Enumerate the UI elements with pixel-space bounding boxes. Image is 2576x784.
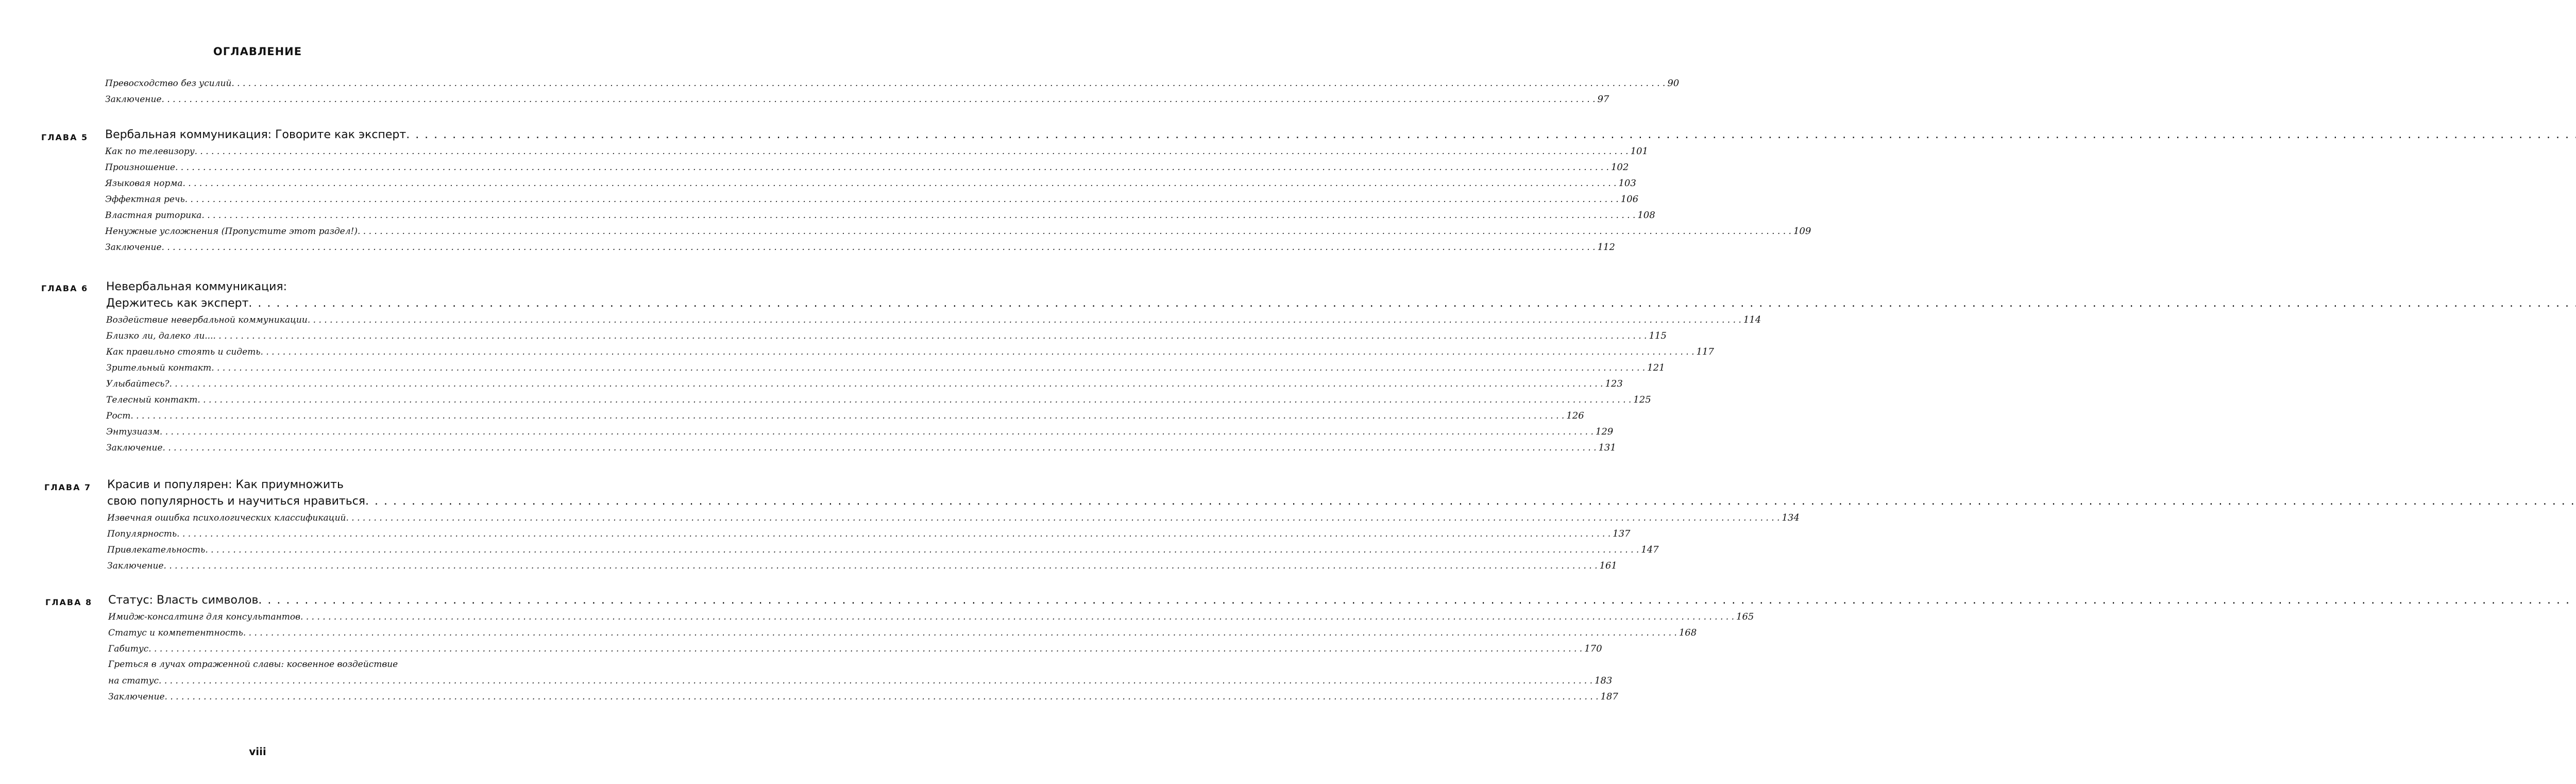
toc-entry[interactable]: Заключение . . . 131 xyxy=(106,440,469,456)
leader-dots xyxy=(148,641,1582,657)
toc-entry[interactable]: Ненужные усложнения (Пропустите этот раздел!) . . . 109 xyxy=(105,223,468,239)
leader-dots xyxy=(197,392,1631,408)
leader-dots xyxy=(163,440,1597,456)
toc-entry[interactable]: Телесный контакт . . . 125 xyxy=(106,392,469,408)
toc-entry[interactable]: Языковая норма . . . 103 xyxy=(105,175,468,191)
leader-dots xyxy=(170,376,1603,392)
page-number: viii xyxy=(249,745,266,758)
leader-dots xyxy=(211,360,1645,376)
toc-entry[interactable]: Воздействие невербальной коммуникации . . . 114 xyxy=(106,312,469,328)
toc-entry[interactable]: Габитус . . . 170 xyxy=(108,641,471,657)
leader-dots xyxy=(165,689,1599,705)
toc-entry[interactable]: Произношение . . . 102 xyxy=(105,159,468,175)
leader-dots xyxy=(177,526,1611,542)
leader-dots xyxy=(365,493,2576,510)
leader-dots xyxy=(182,176,1616,192)
entry-page: 97 xyxy=(1597,94,1609,105)
toc-entry[interactable]: Энтузиазм . . . 129 xyxy=(106,424,469,440)
leader-dots xyxy=(162,240,1596,256)
leader-dots xyxy=(185,192,1619,208)
chapter-label: ГЛАВА 8 xyxy=(45,597,93,607)
leader-dots xyxy=(164,558,1598,574)
toc-entry[interactable]: Улыбайтесь? . . . 123 xyxy=(106,376,469,392)
chapter-6 xyxy=(0,279,1761,456)
chapter-title[interactable]: Вербальная коммуникация: Говорите как эксперт . . . xyxy=(105,127,468,143)
leader-dots xyxy=(406,127,2576,143)
leader-dots xyxy=(160,424,1594,440)
intro-section-list xyxy=(0,75,1680,107)
chapter-title[interactable]: Статус: Власть символов . . . xyxy=(108,592,471,609)
toc-entry[interactable]: Популярность . . . 137 xyxy=(107,526,470,542)
chapter-label: ГЛАВА 6 xyxy=(41,283,89,293)
leader-dots xyxy=(258,592,2576,609)
leader-dots xyxy=(248,295,2576,312)
toc-entry[interactable]: Эффектная речь . . . 106 xyxy=(105,191,468,207)
toc-entry[interactable]: на статус . . . 183 xyxy=(108,673,471,689)
leader-dots xyxy=(201,208,1635,224)
leader-dots xyxy=(243,625,1677,641)
entry-title: Заключение xyxy=(105,94,162,105)
leader-dots xyxy=(162,92,1596,108)
chapter-5 xyxy=(0,127,1811,255)
chapter-label: ГЛАВА 5 xyxy=(41,132,89,142)
toc-entry[interactable]: Как правильно стоять и сидеть . . . 117 xyxy=(106,344,469,360)
toc-entry[interactable]: Привлекательность . . . 147 xyxy=(107,542,470,558)
toc-entry[interactable]: Близко ли, далеко ли... . . . 115 xyxy=(106,328,469,344)
chapter-8 xyxy=(0,592,1754,705)
leader-dots xyxy=(205,542,1639,558)
entry-title: Превосходство без усилий xyxy=(105,78,232,89)
leader-dots xyxy=(130,408,1564,424)
toc-entry[interactable]: Рост . . . 126 xyxy=(106,408,469,424)
leader-dots xyxy=(213,328,1647,344)
chapter-title-line[interactable]: Красив и популярен: Как приумножить xyxy=(107,478,344,491)
chapter-7 xyxy=(0,477,1800,574)
running-head: ОГЛАВЛЕНИЕ xyxy=(213,45,302,58)
toc-entry[interactable]: Извечная ошибка психологических классификаций . . . 134 xyxy=(107,510,470,526)
toc-entry[interactable]: Имидж-консалтинг для консультантов . . . 165 xyxy=(108,609,471,625)
toc-entry[interactable]: Зрительный контакт . . . 121 xyxy=(106,360,469,376)
leader-dots xyxy=(300,609,1734,625)
chapter-label: ГЛАВА 7 xyxy=(44,482,92,492)
chapter-title[interactable]: Держитесь как эксперт . . . xyxy=(106,295,469,312)
leader-dots xyxy=(231,76,1665,92)
leader-dots xyxy=(195,144,1629,160)
leader-dots xyxy=(346,510,1780,526)
leader-dots xyxy=(261,344,1694,360)
toc-entry[interactable]: Заключение . . . 187 xyxy=(108,689,471,705)
toc-entry[interactable]: Заключение . . . 112 xyxy=(105,239,468,255)
toc-entry[interactable] xyxy=(105,75,1680,91)
toc-entry[interactable] xyxy=(105,91,1609,107)
toc-entry[interactable]: Как по телевизору . . . 101 xyxy=(105,143,468,159)
toc-entry[interactable]: Статус и компетентность . . . 168 xyxy=(108,625,471,641)
leader-dots xyxy=(358,224,1791,240)
leader-dots xyxy=(308,312,1741,328)
toc-entry-line[interactable]: Греться в лучах отраженной славы: косвенное воздействие xyxy=(108,659,398,670)
toc-entry[interactable]: Заключение . . . 161 xyxy=(107,558,470,574)
leader-dots xyxy=(159,673,1592,689)
leader-dots xyxy=(175,160,1609,176)
toc-entry[interactable]: Властная риторика . . . 108 xyxy=(105,207,468,223)
chapter-title[interactable]: свою популярность и научиться нравиться . . . xyxy=(107,493,470,510)
entry-page: 90 xyxy=(1667,78,1680,89)
chapter-title-line[interactable]: Невербальная коммуникация: xyxy=(106,280,287,293)
